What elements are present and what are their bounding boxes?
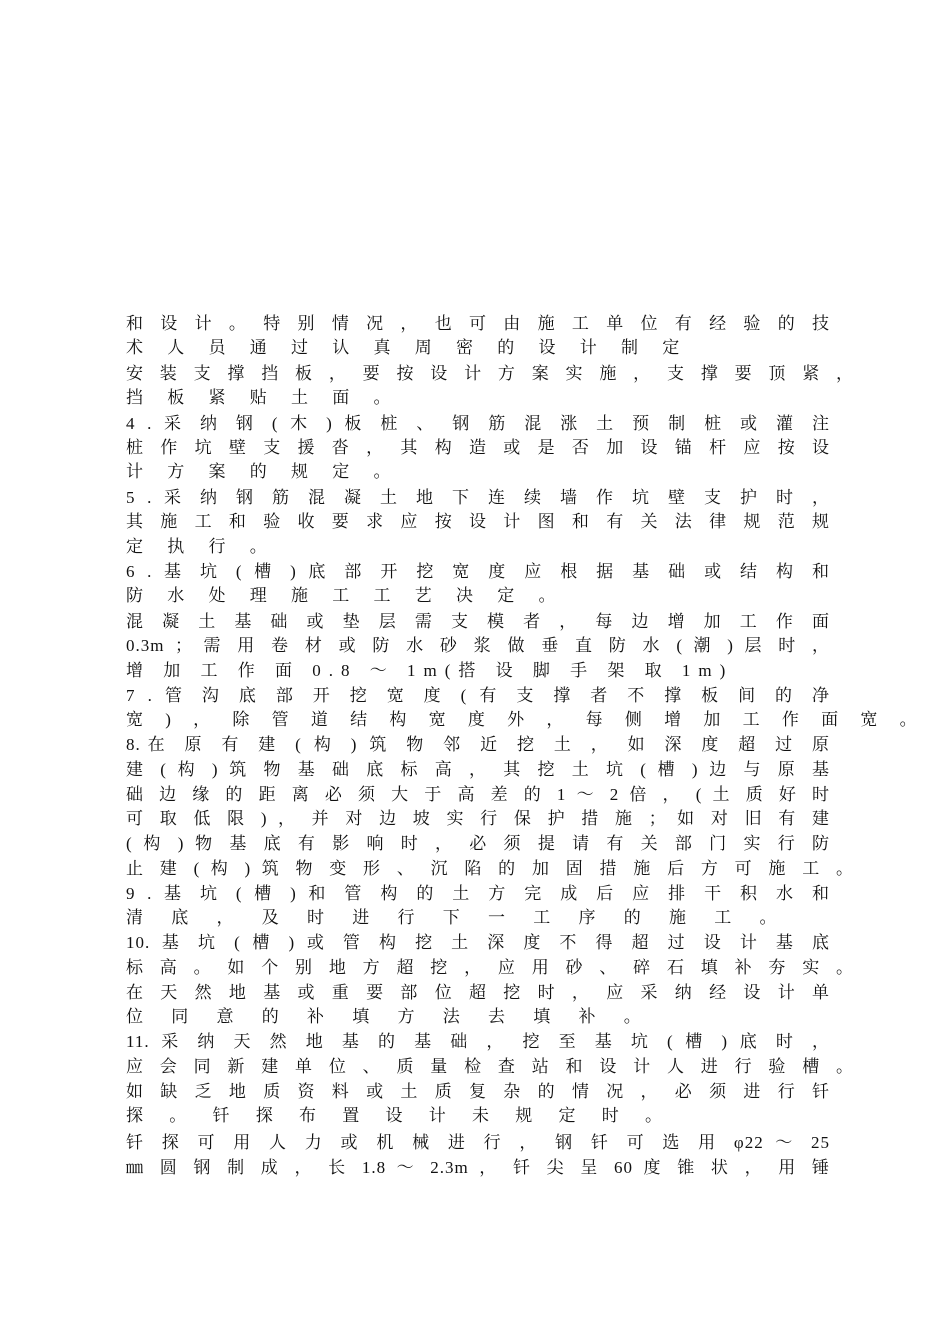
text-line: 探 。 钎 探 布 置 设 计 未 规 定 时 。 [126, 1106, 673, 1125]
text-line: 可 取 低 限 ) ， 并 对 边 坡 实 行 保 护 措 施 ； 如 对 旧 有 建 [126, 809, 830, 828]
text-line: 清 底 ， 及 时 进 行 下 一 工 序 的 施 工 。 [126, 908, 789, 927]
text-line: ( 构 ) 物 基 底 有 影 响 时 ， 必 须 提 请 有 关 部 门 实 行 防 [126, 834, 830, 853]
text-line: 计 方 案 的 规 定 。 [126, 462, 401, 481]
text-line: ㎜ 圆 钢 制 成 ， 长 1.8 ～ 2.3m ， 钎 尖 呈 60 度 锥 状 ， 用 锤 [126, 1158, 830, 1177]
text-line: 础 边 缘 的 距 离 必 须 大 于 高 差 的 1 ～ 2 倍 ， ( 土 质 好 时 [126, 785, 830, 804]
text-line: 4 . 采 纳 钢 ( 木 ) 板 桩 、 钢 筋 混 涨 土 预 制 桩 或 灌 注 [126, 414, 830, 433]
text-line: 钎 探 可 用 人 力 或 机 械 进 行 ， 钢 钎 可 选 用 φ22 ～ 25 [126, 1133, 830, 1152]
text-line: 安 装 支 撑 挡 板 ， 要 按 设 计 方 案 实 施 ， 支 撑 要 顶 紧 ， [126, 364, 854, 383]
text-line: 增 加 工 作 面 0.8 ～ 1m(搭 设 脚 手 架 取 1m) [126, 661, 734, 680]
text-line: 桩 作 坑 壁 支 援 沓 ， 其 构 造 或 是 否 加 设 锚 杆 应 按 设 [126, 438, 830, 457]
text-line: 位 同 意 的 补 填 方 法 去 填 补 。 [126, 1007, 653, 1026]
text-line: 8.在 原 有 建 ( 构 ) 筑 物 邻 近 挖 土 ， 如 深 度 超 过 原 [126, 735, 830, 754]
text-line: 在 天 然 地 基 或 重 要 部 位 超 挖 时 ， 应 采 纳 经 设 计 单 [126, 983, 830, 1002]
text-line: 应 会 同 新 建 单 位 、 质 量 检 查 站 和 设 计 人 进 行 验 槽 。 [126, 1057, 854, 1076]
text-line: 7 . 管 沟 底 部 开 挖 宽 度 ( 有 支 撑 者 不 撑 板 间 的 净 [126, 686, 830, 705]
text-line: 防 水 处 理 施 工 工 艺 决 定 。 [126, 586, 566, 605]
text-line: 术 人 员 通 过 认 真 周 密 的 设 计 制 定 [126, 338, 690, 357]
text-line: 11. 采 纳 天 然 地 基 的 基 础 ， 挖 至 基 坑 ( 槽 ) 底 时 ， [126, 1032, 830, 1051]
text-line: 9 . 基 坑 ( 槽 ) 和 管 构 的 土 方 完 成 后 应 排 干 积 水 和 [126, 884, 830, 903]
text-line: 标 高 。 如 个 别 地 方 超 挖 ， 应 用 砂 、 碎 石 填 补 夯 实 。 [126, 958, 854, 977]
text-line: 其 施 工 和 验 收 要 求 应 按 设 计 图 和 有 关 法 律 规 范 规 [126, 512, 830, 531]
text-line: 定 执 行 。 [126, 537, 277, 556]
text-line: 挡 板 紧 贴 土 面 。 [126, 388, 401, 407]
text-line: 混 凝 土 基 础 或 垫 层 需 支 模 者 ， 每 边 增 加 工 作 面 [126, 612, 830, 631]
text-line: 5 . 采 纳 钢 筋 混 凝 土 地 下 连 续 墙 作 坑 壁 支 护 时 ， [126, 488, 830, 507]
text-line: 10. 基 坑 ( 槽 ) 或 管 构 挖 土 深 度 不 得 超 过 设 计 基 底 [126, 933, 830, 952]
text-line: 宽 ) ， 除 管 道 结 构 宽 度 外 ， 每 侧 增 加 工 作 面 宽 。 [126, 710, 926, 729]
text-line: 如 缺 乏 地 质 资 料 或 土 质 复 杂 的 情 况 ， 必 须 进 行 钎 [126, 1082, 830, 1101]
text-line: 建 ( 构 ) 筑 物 基 础 底 标 高 ， 其 挖 土 坑 ( 槽 ) 边 与 原 基 [126, 760, 830, 779]
text-line: 0.3m ； 需 用 卷 材 或 防 水 砂 浆 做 垂 直 防 水 ( 潮 ) 层 时 ， [126, 636, 830, 655]
text-line: 和 设 计 。 特 别 情 况 ， 也 可 由 施 工 单 位 有 经 验 的 技 [126, 314, 830, 333]
text-line: 6 . 基 坑 ( 槽 ) 底 部 开 挖 宽 度 应 根 据 基 础 或 结 构 和 [126, 562, 830, 581]
text-line: 止 建 ( 构 ) 筑 物 变 形 、 沉 陷 的 加 固 措 施 后 方 可 施 工 。 [126, 859, 854, 878]
